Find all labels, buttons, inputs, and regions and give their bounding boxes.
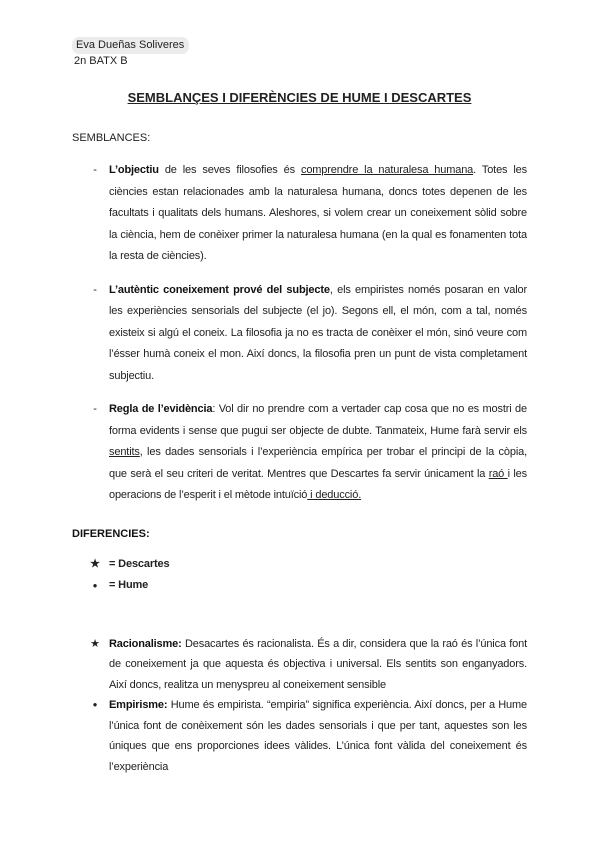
semblance-item-evidencia (93, 399, 527, 507)
star-icon: ★ (90, 637, 100, 650)
underlined-text: sentits (109, 446, 140, 458)
semblance-item-objectiu (93, 160, 527, 268)
item-text: Hume és empirista. “empiria” significa experiència. Així doncs, per a Hume l’única font de conèixement són les dades sensorials i que per tant, aquestes son les úniques que ens proporciones idees vàlides. L’única font vàlida del coneixement és l’experiència (109, 699, 527, 773)
author-name: Eva Dueñas Soliveres (72, 37, 189, 54)
item-text: de les seves filosofies és (158, 164, 301, 176)
item-text: : Vol dir no prendre com a vertader cap cosa que no es mostri de forma evidents i sense que pugui ser objecte de dubte. Tanmateix, Hume farà servir els (109, 403, 527, 437)
item-term: Regla de l’evidència (109, 403, 213, 415)
underlined-text: comprendre la naturalesa humana (300, 164, 474, 176)
item-term: L’objectiu (109, 164, 159, 176)
bullet-dot-icon: ● (92, 700, 98, 709)
item-text: i les operacions de l’esperit i el mètode intuïció (109, 467, 527, 501)
document-title: SEMBLANÇES I DIFERÈNCIES DE HUME I DESCARTES (127, 90, 472, 105)
diferencies-heading: DIFERENCIES: (72, 527, 150, 540)
legend-label: = Hume (109, 579, 149, 591)
item-term: Racionalisme: (109, 637, 182, 650)
item-text: , les dades sensorials i l’experiència empírica per trobar el principi de la còpia, que serà el seu criteri de veritat. Mentres que Descartes fa servir únicament la (109, 446, 527, 480)
diferencia-item-racionalisme (90, 634, 527, 696)
semblance-item-coneixement (93, 280, 528, 388)
item-text: , els empiristes només posaran en valor les experiències sensorials del subjecte (el jo). Segons ell, el món, com a tal, només existeix si algú el coneix. La filosofia ja no es tracta de conèixer el món, sinó veure com l’ésser humà coneix el mon. Així doncs, la filosofia pren un punt de vista completament subjectiu. (109, 283, 528, 382)
underlined-text: raó (488, 467, 508, 480)
bullet-dot-icon: ● (92, 581, 98, 590)
legend-label: = Descartes (109, 557, 170, 570)
item-text: Desacartes és racionalista. És a dir, considera que la raó és l’única font de coneixement ja que aquesta és objectiva i universal. Els sentits son enganyadors. Així doncs, realitza un menyspreu al coneixement sensible (109, 637, 527, 691)
legend-hume (92, 575, 527, 597)
legend-descartes (90, 554, 527, 576)
star-icon: ★ (90, 557, 100, 570)
underlined-text: i deducció. (307, 489, 362, 501)
item-term: L’autèntic coneixement prové del subjecte (109, 283, 330, 296)
dash-bullet: - (93, 164, 97, 176)
item-term: Empirisme: (109, 699, 168, 711)
dash-bullet: - (93, 283, 97, 296)
item-text: . Totes les ciències estan relacionades amb la naturalesa humana, doncs totes depenen de les facultats i qualitats dels humans. Aleshores, si volem crear un coneixement sòlid sobre la ciència, hem de conèixer primer la naturalesa humana (en la qual es fonamenten tota la resta de ciències). (109, 164, 527, 262)
diferencia-item-empirisme (92, 695, 527, 777)
class-label: 2n BATX B (74, 55, 128, 67)
semblances-heading: SEMBLANCES: (72, 132, 151, 144)
dash-bullet: - (93, 403, 97, 415)
